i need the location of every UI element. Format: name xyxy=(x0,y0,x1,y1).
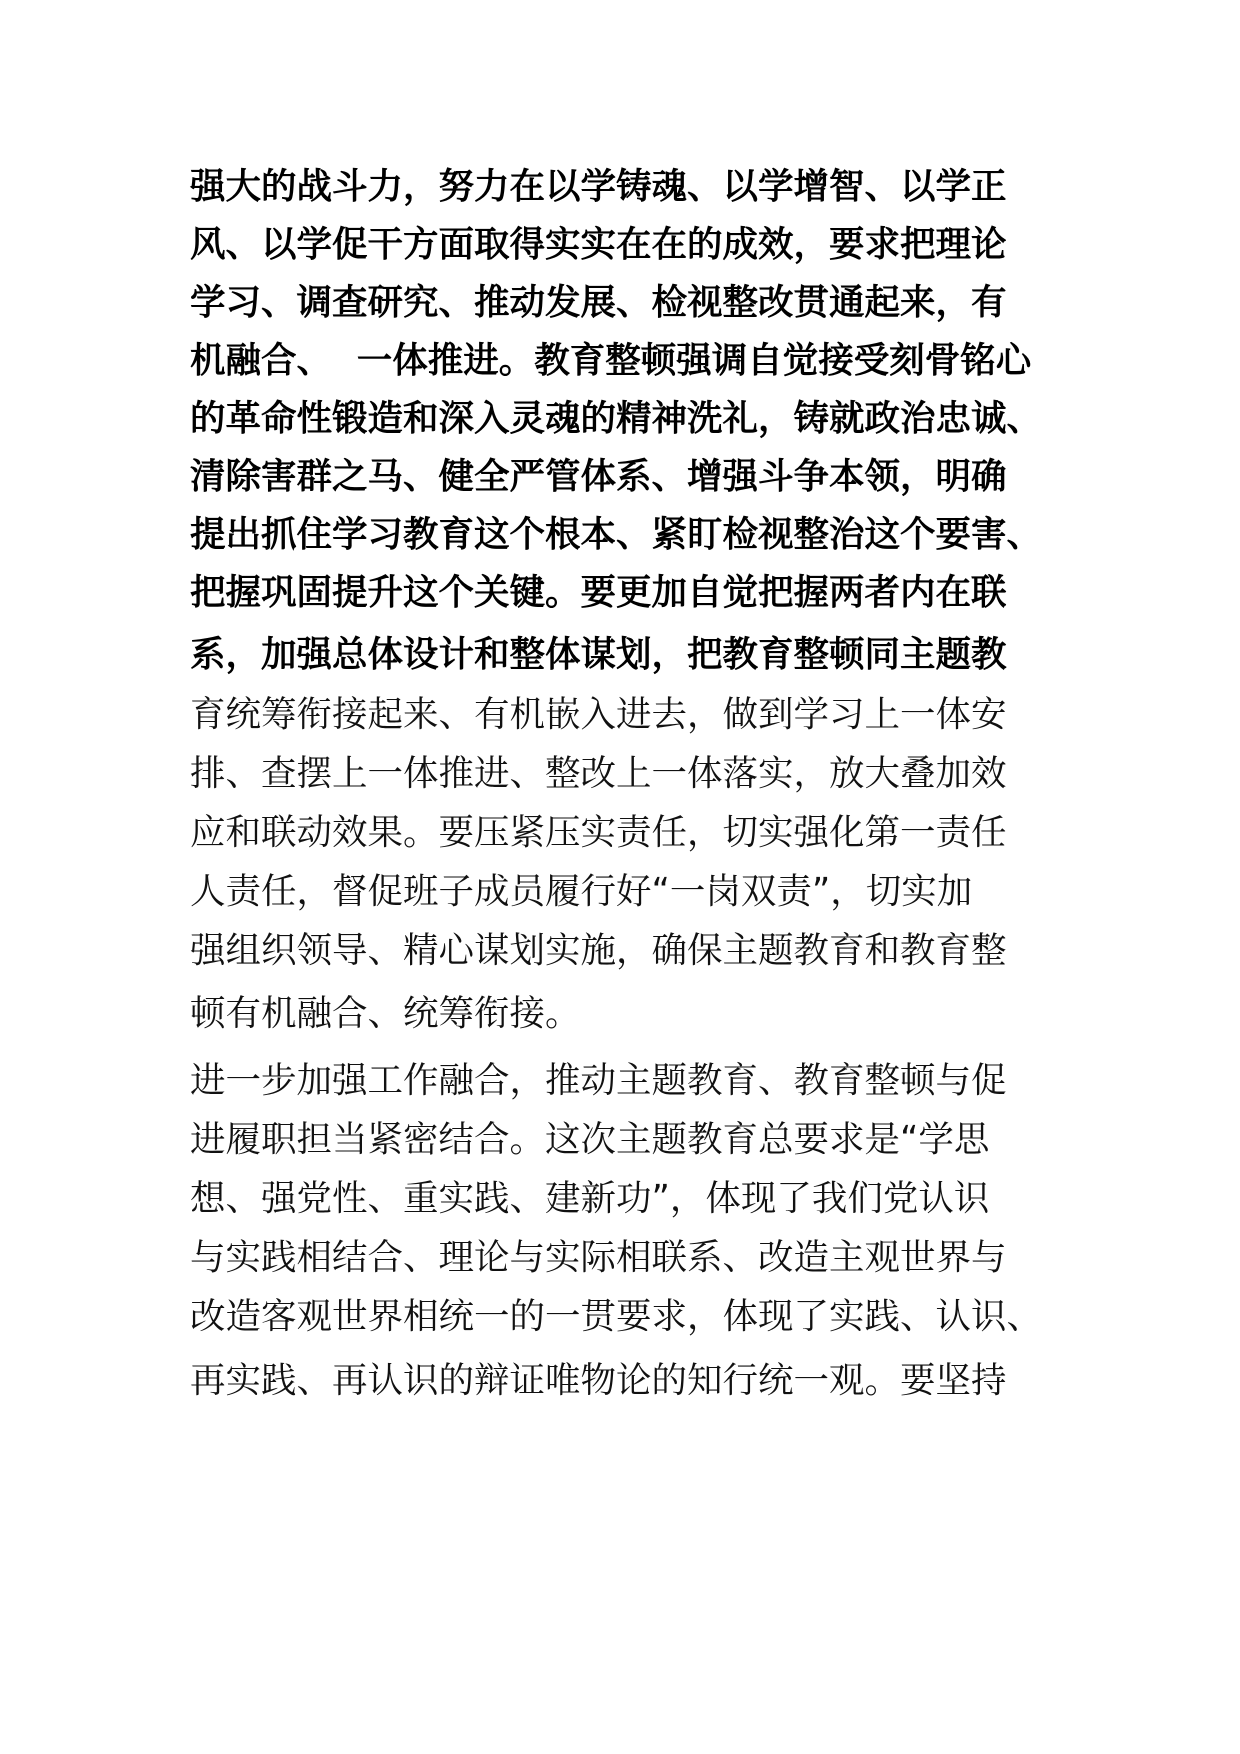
paragraph-line: 机融合、 一体推进。教育整顿强调自觉接受刻骨铭心 xyxy=(190,340,1032,381)
paragraph-line: 风、以学促干方面取得实实在在的成效，要求把理论 xyxy=(190,224,1007,265)
paragraph-line: 清除害群之马、健全严管体系、增强斗争本领，明确 xyxy=(190,456,1007,497)
paragraph-line: 提出抓住学习教育这个根本、紧盯检视整治这个要害、 xyxy=(190,514,1043,555)
paragraph-line: 的革命性锻造和深入灵魂的精神洗礼，铸就政治忠诚、 xyxy=(190,398,1043,439)
paragraph-line: 改造客观世界相统一的一贯要求，体现了实践、认识、 xyxy=(190,1296,1043,1337)
paragraph-line: 把握巩固提升这个关键。要更加自觉把握两者内在联 xyxy=(190,572,1007,613)
paragraph-line: 顿有机融合、统筹衔接。 xyxy=(190,993,581,1034)
paragraph-line: 排、查摆上一体推进、整改上一体落实，放大叠加效 xyxy=(190,753,1007,794)
paragraph-line: 学习、调查研究、推动发展、检视整改贯通起来，有 xyxy=(190,282,1007,323)
paragraph-line: 人责任，督促班子成员履行好“一岗双责”，切实加 xyxy=(190,871,973,912)
paragraph-line: 想、强党性、重实践、建新功”，体现了我们党认识 xyxy=(190,1178,990,1219)
paragraph-line: 进一步加强工作融合，推动主题教育、教育整顿与促 xyxy=(190,1060,1007,1101)
paragraph-line: 再实践、再认识的辩证唯物论的知行统一观。要坚持 xyxy=(190,1360,1007,1401)
paragraph-line: 育统筹衔接起来、有机嵌入进去，做到学习上一体安 xyxy=(190,694,1007,735)
paragraph-line: 强组织领导、精心谋划实施，确保主题教育和教育整 xyxy=(190,930,1007,971)
paragraph-line: 应和联动效果。要压紧压实责任，切实强化第一责任 xyxy=(190,812,1007,853)
paragraph-line: 强大的战斗力，努力在以学铸魂、以学增智、以学正 xyxy=(190,166,1007,207)
paragraph-line: 进履职担当紧密结合。这次主题教育总要求是“学思 xyxy=(190,1119,990,1160)
paragraph-line: 与实践相结合、理论与实际相联系、改造主观世界与 xyxy=(190,1237,1007,1278)
paragraph-line: 系，加强总体设计和整体谋划，把教育整顿同主题教 xyxy=(190,634,1007,675)
